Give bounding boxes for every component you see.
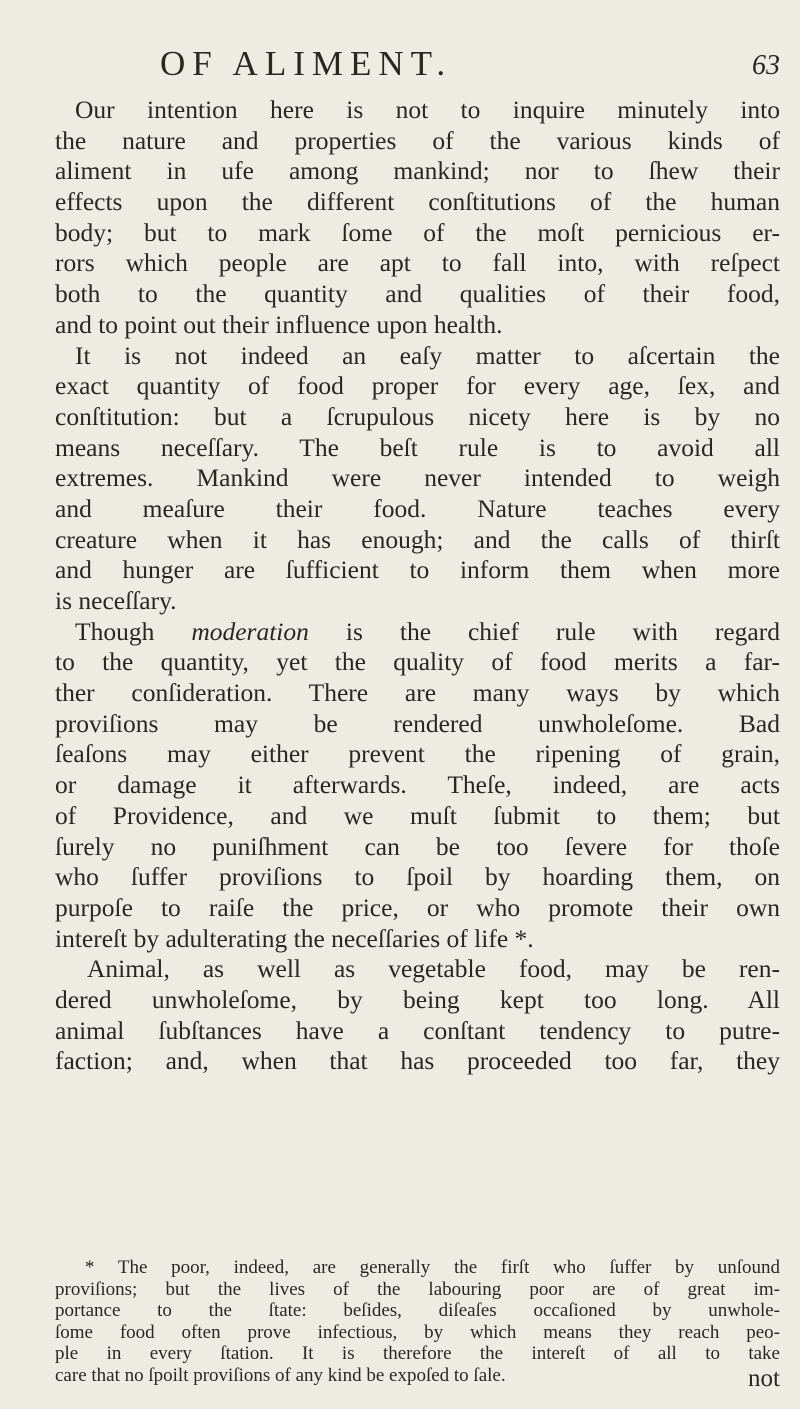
text-line: ſeaſons may either prevent the ripening of grain, — [55, 739, 780, 769]
text-line: exact quantity of food proper for every age, ſex, and — [55, 371, 780, 401]
footnote-line: ple in every ſtation. It is therefore the intereſt of all to take — [55, 1343, 780, 1364]
text-line: means neceſſary. The beſt rule is to avoid all — [55, 432, 780, 462]
footnote-line: portance to the ſtate: beſides, diſeaſes occaſioned by unwhole- — [55, 1300, 780, 1321]
body-text — [55, 95, 780, 1077]
text-line: proviſions may be rendered unwholeſome. Bad — [55, 708, 780, 738]
text-line: animal ſubſtances have a conſtant tendency to putre- — [55, 1015, 780, 1045]
text-line: or damage it afterwards. Theſe, indeed, are acts — [55, 770, 780, 800]
text-line: Though moderation is the chief rule with regard — [75, 616, 780, 646]
text-line: and meaſure their food. Nature teaches every — [55, 493, 780, 523]
text-line: ſurely no puniſhment can be too ſevere for thoſe — [55, 831, 780, 861]
text-line: Animal, as well as vegetable food, may be ren- — [87, 954, 780, 984]
catchword: not — [748, 1365, 780, 1392]
footnote-line: * The poor, indeed, are generally the firſt who ſuffer by unſound — [85, 1257, 780, 1278]
text-line: and hunger are ſufficient to inform them when more — [55, 555, 780, 585]
text-line: faction; and, when that has proceeded too far, they — [55, 1046, 780, 1076]
footnote-line: proviſions; but the lives of the labouring poor are of great im- — [55, 1278, 780, 1300]
text-line: dered unwholeſome, by being kept too long. All — [55, 984, 780, 1014]
running-title: OF ALIMENT. — [160, 44, 453, 83]
running-head — [60, 40, 780, 88]
text-line: aliment in ufe among mankind; nor to ſhew their — [55, 156, 780, 186]
text-line: extremes. Mankind were never intended to weigh — [55, 463, 780, 493]
text-line: to the quantity, yet the quality of food merits a far- — [55, 647, 780, 677]
text-line: ther conſideration. There are many ways by which — [55, 678, 780, 708]
footnote-line: ſome food often prove infectious, by which means they reach peo- — [55, 1321, 780, 1343]
footnote-line: care that no ſpoilt proviſions of any kind be expoſed to ſale. — [55, 1364, 506, 1386]
emphasis-word: moderation — [191, 616, 309, 646]
text-line: intereſt by adulterating the neceſſaries of life *. — [55, 923, 534, 953]
text-line: both to the quantity and qualities of their food, — [55, 279, 780, 309]
text-line: purpoſe to raiſe the price, or who promote their own — [55, 892, 780, 922]
footnote — [55, 1257, 780, 1386]
text-line: of Providence, and we muſt ſubmit to them; but — [55, 800, 780, 830]
text-line: is neceſſary. — [55, 586, 177, 615]
text-line: Our intention here is not to inquire minutely into — [75, 95, 780, 124]
text-line: It is not indeed an eaſy matter to aſcertain the — [75, 340, 780, 370]
text-line: and to point out their influence upon health. — [55, 309, 503, 339]
page-number: 63 — [752, 50, 780, 81]
text-line: who ſuffer proviſions to ſpoil by hoarding them, on — [55, 862, 780, 892]
text-line: conſtitution: but a ſcrupulous nicety here is by no — [55, 401, 780, 431]
text-line: the nature and properties of the various kinds of — [55, 125, 780, 155]
text-line: effects upon the different conſtitutions of the human — [55, 187, 780, 217]
text-line: rors which people are apt to fall into, with reſpect — [55, 248, 780, 278]
text-line: creature when it has enough; and the calls of thirſt — [55, 524, 780, 554]
text-line: body; but to mark ſome of the moſt pernicious er- — [55, 217, 780, 247]
